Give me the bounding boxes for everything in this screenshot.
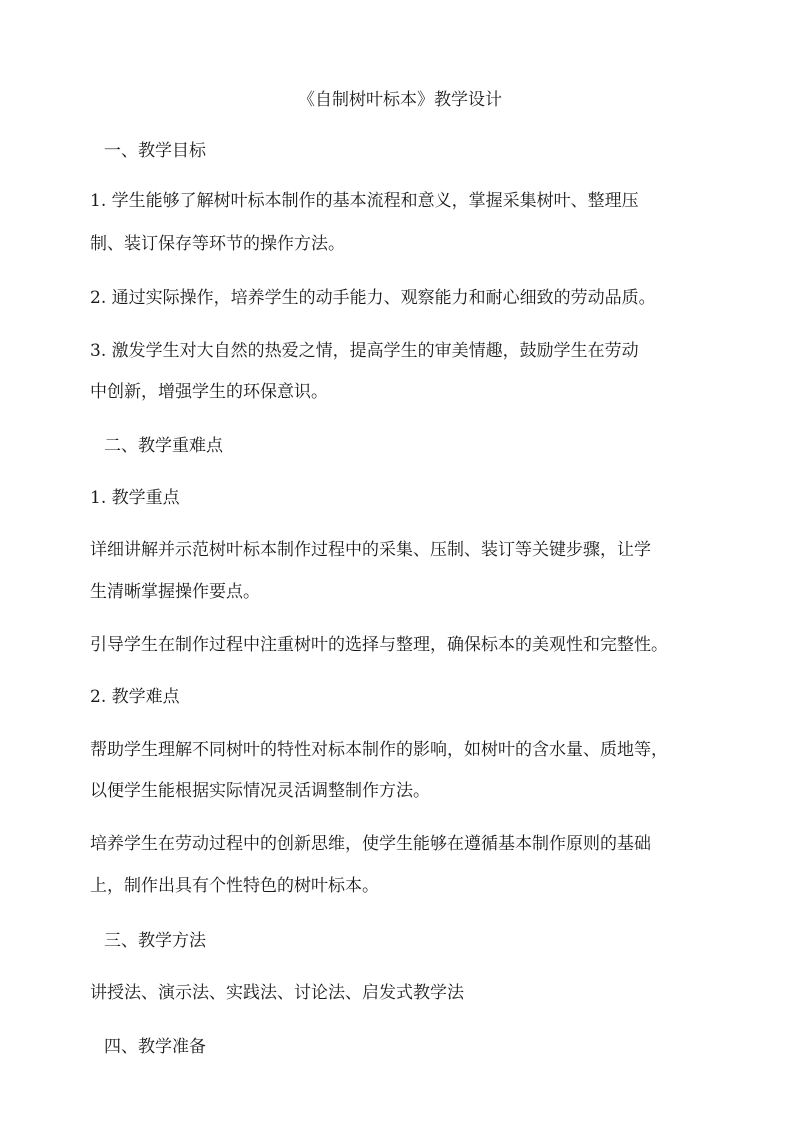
- objective-1-line-2: 制、装订保存等环节的操作方法。: [90, 234, 345, 254]
- difficult-point-p1-line-2: 以便学生能根据实际情况灵活调整制作方法。: [90, 781, 430, 801]
- section-heading-objectives: 一、教学目标: [104, 141, 206, 161]
- difficult-point-heading: 2. 教学难点: [90, 687, 180, 707]
- key-point-p2: 引导学生在制作过程中注重树叶的选择与整理，确保标本的美观性和完整性。: [90, 635, 668, 655]
- key-point-p1-line-1: 详细讲解并示范树叶标本制作过程中的采集、压制、装订等关键步骤，让学: [90, 540, 651, 560]
- document-title: 《自制树叶标本》教学设计: [298, 90, 502, 110]
- section-heading-key-points: 二、教学重难点: [104, 436, 223, 456]
- difficult-point-p1-line-1: 帮助学生理解不同树叶的特性对标本制作的影响，如树叶的含水量、质地等，: [90, 740, 668, 760]
- objective-3-line-2: 中创新，增强学生的环保意识。: [90, 382, 328, 402]
- objective-2: 2. 通过实际操作，培养学生的动手能力、观察能力和耐心细致的劳动品质。: [90, 288, 656, 308]
- key-point-p1-line-2: 生清晰掌握操作要点。: [90, 582, 260, 602]
- objective-3-line-1: 3. 激发学生对大自然的热爱之情，提高学生的审美情趣，鼓励学生在劳动: [90, 341, 639, 361]
- section-heading-methods: 三、教学方法: [104, 931, 206, 951]
- difficult-point-p2-line-2: 上，制作出具有个性特色的树叶标本。: [90, 876, 379, 896]
- difficult-point-p2-line-1: 培养学生在劳动过程中的创新思维，使学生能够在遵循基本制作原则的基础: [90, 834, 651, 854]
- section-heading-preparation: 四、教学准备: [104, 1037, 206, 1057]
- methods-text: 讲授法、演示法、实践法、讨论法、启发式教学法: [90, 983, 464, 1003]
- key-point-heading: 1. 教学重点: [90, 488, 180, 508]
- objective-1-line-1: 1. 学生能够了解树叶标本制作的基本流程和意义，掌握采集树叶、整理压: [90, 191, 639, 211]
